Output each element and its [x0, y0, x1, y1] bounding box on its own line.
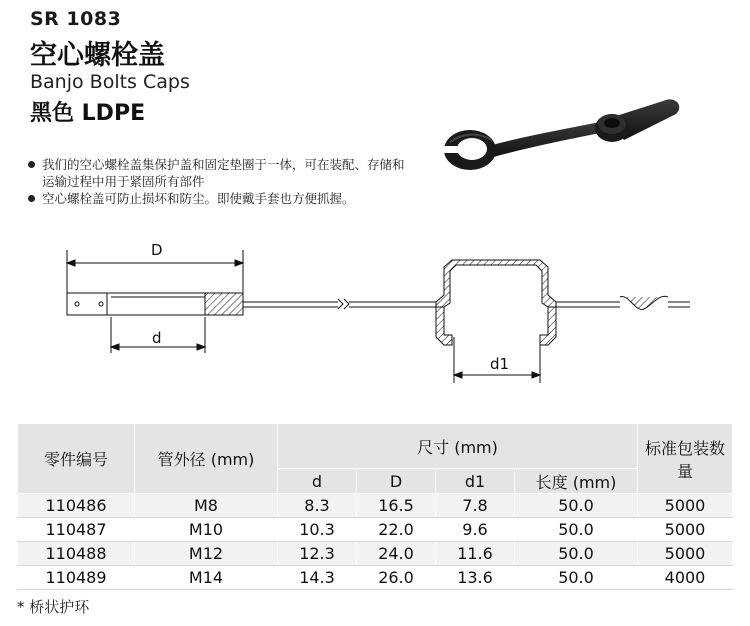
footnote: * 桥状护环 [17, 598, 90, 616]
feature-item [28, 190, 408, 207]
cell-len: 50.0 [515, 542, 638, 566]
cell-d: 8.3 [278, 494, 357, 518]
cell-D: 26.0 [357, 566, 436, 590]
cell-part: 110489 [18, 566, 135, 590]
cell-qty: 4000 [638, 566, 733, 590]
cell-D: 16.5 [357, 494, 436, 518]
cell-d1: 11.6 [436, 542, 515, 566]
bullet-icon [28, 195, 35, 202]
table-row [18, 518, 733, 542]
col-dims-header: 尺寸 (mm) [278, 424, 638, 469]
cell-qty: 5000 [638, 494, 733, 518]
dim-label-D: D [151, 241, 163, 259]
feature-list [28, 156, 408, 207]
sub-d-header: d [278, 469, 357, 494]
table-row [18, 542, 733, 566]
cell-D: 24.0 [357, 542, 436, 566]
cell-D: 22.0 [357, 518, 436, 542]
feature-text: 空心螺栓盖可防止损坏和防尘。即使戴手套也方便抓握。 [42, 191, 355, 206]
product-code: SR 1083 [30, 8, 122, 30]
cell-d: 14.3 [278, 566, 357, 590]
cell-part: 110488 [18, 542, 135, 566]
cell-part: 110486 [18, 494, 135, 518]
feature-text: 我们的空心螺栓盖集保护盖和固定垫圈于一体，可在装配、存储和运输过程中用于紧固所有部件 [42, 157, 405, 189]
col-part-header: 零件编号 [18, 424, 135, 494]
table-row [18, 566, 733, 590]
cell-d1: 13.6 [436, 566, 515, 590]
cell-d: 10.3 [278, 518, 357, 542]
sub-d1-header: d1 [436, 469, 515, 494]
product-title-en: Banjo Bolts Caps [30, 71, 190, 93]
table-row [18, 494, 733, 518]
cell-qty: 5000 [638, 518, 733, 542]
bullet-icon [28, 161, 35, 168]
spec-table [17, 423, 733, 590]
cell-len: 50.0 [515, 518, 638, 542]
product-title-cn: 空心螺栓盖 [30, 40, 165, 71]
cell-d1: 7.8 [436, 494, 515, 518]
feature-item [28, 156, 408, 190]
cell-tube: M14 [135, 566, 278, 590]
dim-label-d1: d1 [490, 355, 510, 373]
material-label: 黑色 LDPE [30, 101, 146, 126]
cell-len: 50.0 [515, 566, 638, 590]
sub-len-header: 长度 (mm) [515, 469, 638, 494]
cell-tube: M12 [135, 542, 278, 566]
cell-tube: M8 [135, 494, 278, 518]
sub-D-header: D [357, 469, 436, 494]
product-photo [440, 92, 690, 187]
cell-tube: M10 [135, 518, 278, 542]
cell-part: 110487 [18, 518, 135, 542]
cell-d1: 9.6 [436, 518, 515, 542]
technical-drawing [0, 225, 750, 395]
col-tube-header: 管外径 (mm) [135, 424, 278, 494]
cell-d: 12.3 [278, 542, 357, 566]
dim-label-d: d [152, 329, 162, 347]
cell-len: 50.0 [515, 494, 638, 518]
cell-qty: 5000 [638, 542, 733, 566]
col-pack-header: 标准包装数量 [638, 424, 733, 494]
